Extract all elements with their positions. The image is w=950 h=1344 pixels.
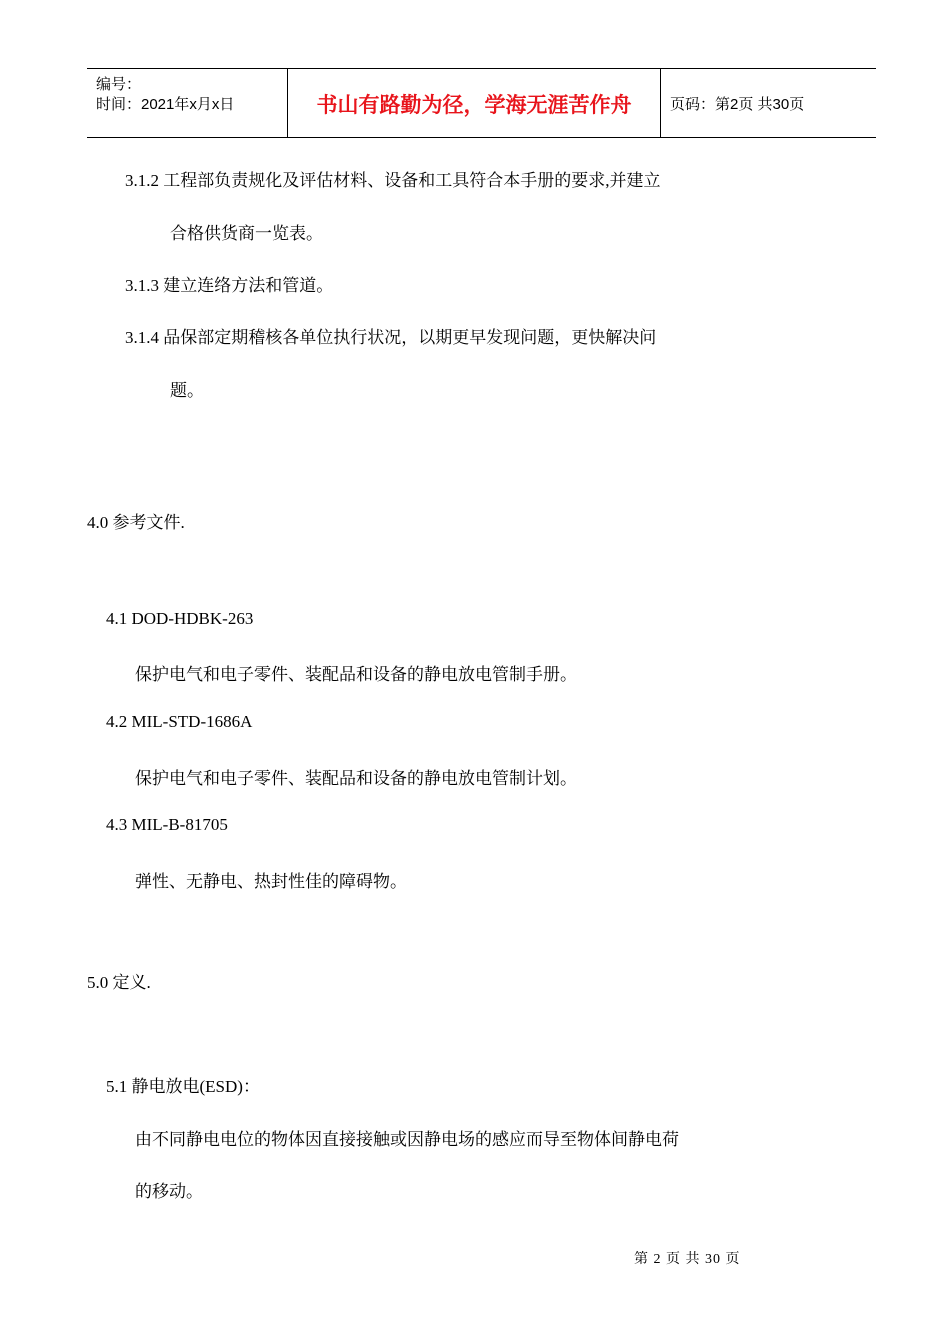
item-4-3-description: 弹性、无静电、热封性佳的障碍物。 [135, 872, 407, 891]
header-motto: 书山有路勤为径，学海无涯苦作舟 [316, 93, 632, 117]
document-date-label: 时间：2021年x月x日 [96, 96, 235, 113]
section-5-heading: 5.0 定义. [87, 973, 151, 992]
header-motto-cell [288, 69, 661, 137]
item-4-3-title: 4.3 MIL-B-81705 [106, 815, 228, 834]
item-4-1-description: 保护电气和电子零件、装配品和设备的静电放电管制手册。 [135, 665, 577, 684]
item-3-1-4-line2: 题。 [170, 381, 204, 400]
item-4-1-title: 4.1 DOD-HDBK-263 [106, 609, 254, 628]
item-3-1-2-line1: 3.1.2 工程部负责规化及评估材料、设备和工具符合本手册的要求,并建立 [125, 171, 661, 190]
page-header [87, 68, 876, 138]
header-page-number: 页码：第2页 共30页 [670, 96, 805, 113]
document-number-label: 编号： [96, 76, 142, 93]
item-3-1-3: 3.1.3 建立连络方法和管道。 [125, 276, 334, 295]
item-3-1-4-line1: 3.1.4 品保部定期稽核各单位执行状况，以期更早发现问题，更快解决问 [125, 328, 657, 347]
item-5-1-description-line1: 由不同静电电位的物体因直接接触或因静电场的感应而导至物体间静电荷 [135, 1130, 679, 1149]
header-info-cell [87, 69, 288, 137]
item-4-2-title: 4.2 MIL-STD-1686A [106, 712, 253, 731]
item-5-1-description-line2: 的移动。 [135, 1182, 203, 1201]
item-5-1-title: 5.1 静电放电(ESD)： [106, 1077, 260, 1096]
item-3-1-2-line2: 合格供货商一览表。 [170, 224, 323, 243]
header-page-cell [661, 69, 876, 137]
section-4-heading: 4.0 参考文件. [87, 513, 185, 532]
item-4-2-description: 保护电气和电子零件、装配品和设备的静电放电管制计划。 [135, 769, 577, 788]
page-footer: 第 2 页 共 30 页 [634, 1252, 741, 1267]
